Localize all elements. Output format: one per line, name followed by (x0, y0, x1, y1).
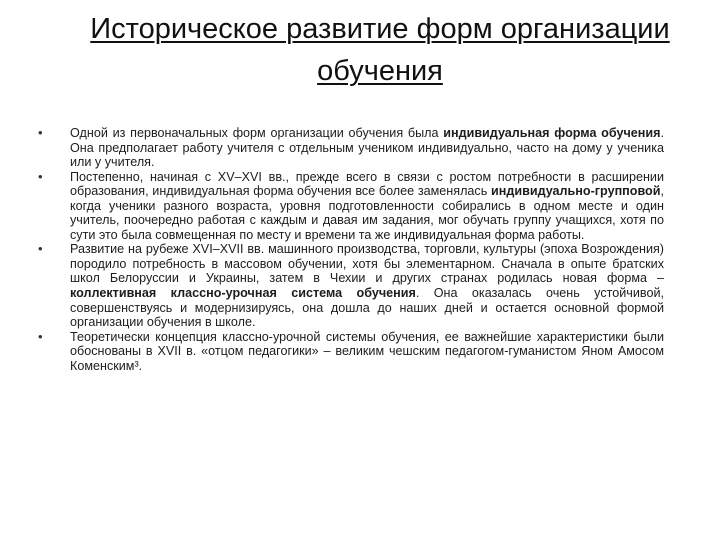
bullet-icon: • (38, 241, 43, 257)
list-item (38, 242, 664, 329)
list-item-text: Одной из первоначальных форм организации обучения была (70, 126, 444, 140)
list-item-text: . Она оказалась очень устойчивой, совершенствуясь и модернизируясь, она дошла до наших дней и остается основной формой организации обучения в школе. (70, 286, 664, 330)
list-item (38, 126, 664, 170)
bullet-icon: • (38, 328, 43, 344)
list-item (38, 170, 664, 243)
list-item-bold-term: индивидуальная форма обучения (443, 126, 661, 140)
list-item (38, 330, 664, 374)
list-item-text: Постепенно, начиная с XV–XVI вв., прежде всего в связи с ростом потребности в расширении образования, индивидуальная форма обучения все более заменялась (70, 169, 664, 199)
list-item-text: Развитие на рубеже XVI–XVII вв. машинного производства, торговли, культуры (эпоха Возрождения) породило потребность в массовом обучении, хотя бы элементарном. Сначала в опыте братских школ Белоруссии и Украины, затем в Чехии и других странах родилась новая форма – (70, 242, 664, 286)
slide-title-line-2: обучения (317, 55, 443, 87)
slide-title (40, 8, 720, 92)
bullet-icon: • (38, 125, 43, 140)
list-item-text: Теоретически концепция классно-урочной системы обучения, ее важнейшие характеристики были обоснованы в XVII в. «отцом педагогики» – великим чешским педагогом-гуманистом Яном Амосом Коменским³. (70, 329, 664, 373)
list-item-text: . Она предполагает работу учителя с отдельным учеником индивидуально, часто на дому у ученика или у учителя. (70, 126, 664, 170)
list-item-bold-term: коллективная классно-урочная система обучения (70, 286, 416, 301)
slide-title-line-1: Историческое развитие форм организации (90, 13, 670, 45)
list-item-text: , когда ученики разного возраста, уровня подготовленности собирались в одном месте и один учитель, поочередно работая с каждым и давая им задания, мог обучать группу учащихся, хотя по сути это была совмещенная по месту и времени та же индивидуальная форма работы. (70, 184, 664, 242)
list-item-bold-term: индивидуально-групповой (491, 184, 661, 199)
bullet-list (38, 126, 664, 373)
bullet-icon: • (38, 168, 43, 184)
